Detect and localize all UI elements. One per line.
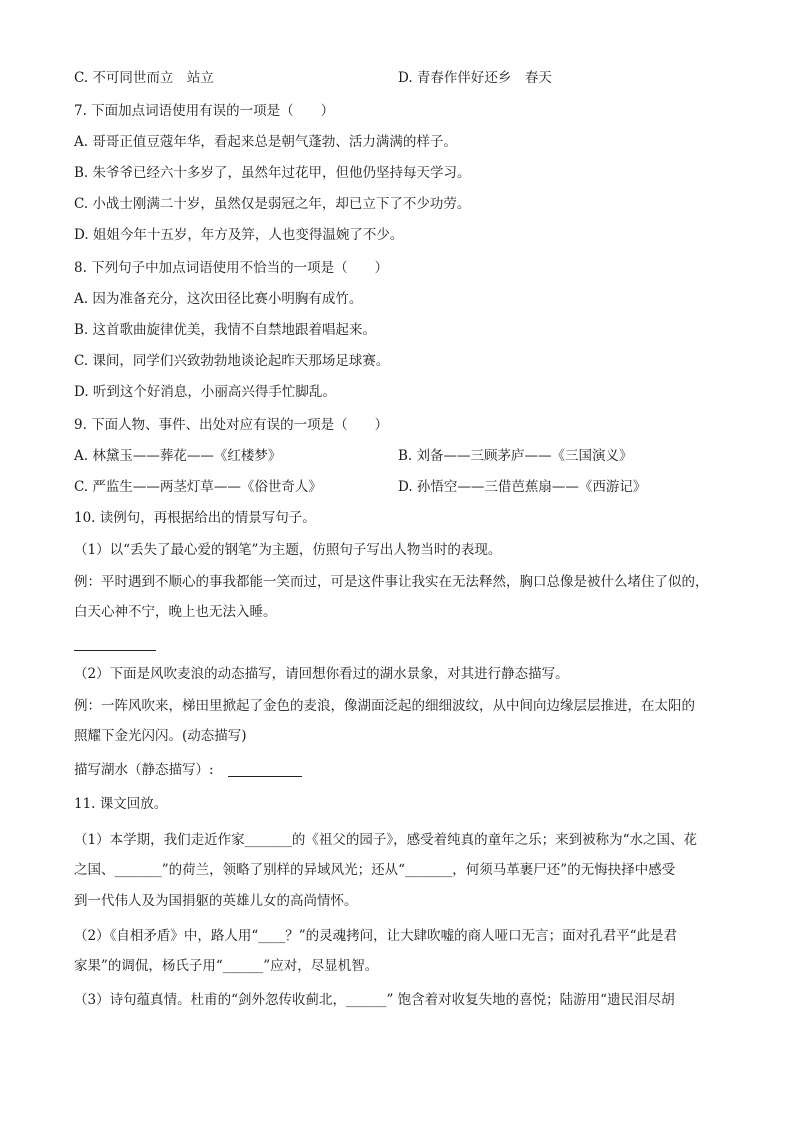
q9-stem: 9. 下面人物、事件、出处对应有误的一项是（ ）: [74, 417, 389, 433]
q8-option-a: A. 因为准备充分，这次田径比赛小明胸有成竹。: [74, 291, 363, 307]
q10-example2-line2: 照耀下金光闪闪。(动态描写): [74, 728, 247, 744]
q10-part2-prompt: （2）下面是风吹麦浪的动态描写，请回想你看过的湖水景象，对其进行静态描写。: [74, 666, 569, 682]
q8-option-b: B. 这首歌曲旋律优美，我情不自禁地跟着唱起来。: [74, 322, 377, 338]
q8-stem: 8. 下列句子中加点词语使用不恰当的一项是（ ）: [74, 260, 389, 276]
q9-option-a: A. 林黛玉——葬花——《红楼梦》: [74, 448, 282, 464]
q7-option-c: C. 小战士刚满二十岁，虽然仅是弱冠之年，却已立下了不少功劳。: [74, 196, 471, 212]
q8-option-d: D. 听到这个好消息，小丽高兴得手忙脚乱。: [74, 384, 336, 400]
q7-option-a: A. 哥哥正值豆蔻年华，看起来总是朝气蓬勃、活力满满的样子。: [74, 134, 457, 150]
q11-part1-line3: 到一代伟人及为国捐躯的英雄儿女的高尚情怀。: [74, 893, 358, 909]
q9-option-d: D. 孙悟空——三借芭蕉扇——《西游记》: [398, 479, 647, 495]
q11-part2-line1: （2）《自相矛盾》中，路人用“____？”的灵魂拷问，让大肆吹嘘的商人哑口无言；面对孔君平“此是君: [74, 928, 678, 944]
q11-part1-line1: （1）本学期，我们走近作家_______的《祖父的园子》，感受着纯真的童年之乐；来到被称为“水之国、花: [74, 832, 697, 848]
q6-option-d: D. 青春作伴好还乡 春天: [398, 70, 552, 86]
q10-example1-line2: 白天心神不宁，晚上也无法入睡。: [74, 604, 277, 620]
q10-part1-prompt: （1）以“丢失了最心爱的钢笔”为主题，仿照句子写出人物当时的表现。: [74, 542, 502, 558]
q9-option-c: C. 严监生——两茎灯草——《俗世奇人》: [74, 479, 322, 495]
q10-example2-line1: 例：一阵风吹来，梯田里掀起了金色的麦浪，像湖面泛起的细细波纹，从中间向边缘层层推进，在太阳的: [74, 698, 695, 714]
q11-part2-line2: 家果”的调侃，杨氏子用“______”应对，尽显机智。: [74, 958, 379, 974]
q10-part1-answer-line[interactable]: [74, 650, 156, 651]
q7-stem: 7. 下面加点词语使用有误的一项是（ ）: [74, 103, 335, 119]
q7-option-b: B. 朱爷爷已经六十多岁了，虽然年过花甲，但他仍坚持每天学习。: [74, 165, 471, 181]
q11-part3-line1: （3）诗句蕴真情。杜甫的“剑外忽传收蓟北，______” 饱含着对收复失地的喜悦；陆游用“遗民泪尽胡: [74, 992, 675, 1008]
q11-stem: 11. 课文回放。: [74, 796, 168, 812]
q9-option-b: B. 刘备——三顾茅庐——《三国演义》: [398, 448, 633, 464]
q6-option-c: C. 不可同世而立 站立: [74, 70, 214, 86]
q10-part2-answer-line[interactable]: [228, 776, 302, 777]
q10-example1-line1: 例：平时遇到不顺心的事我都能一笑而过，可是这件事让我实在无法释然，胸口总像是被什么堵住了似的，: [74, 574, 709, 590]
q7-option-d: D. 姐姐今年十五岁，年方及笄，人也变得温婉了不少。: [74, 227, 404, 243]
q11-part1-line2: 之国、_______”的荷兰，领略了别样的异域风光；还从“_______，何须马革裹尸还”的无悔抉择中感受: [74, 862, 676, 878]
q10-answer-label: 描写湖水（静态描写）:: [74, 762, 214, 778]
q10-stem: 10. 读例句，再根据给出的情景写句子。: [74, 510, 316, 526]
q8-option-c: C. 课间，同学们兴致勃勃地谈论起昨天那场足球赛。: [74, 353, 390, 369]
